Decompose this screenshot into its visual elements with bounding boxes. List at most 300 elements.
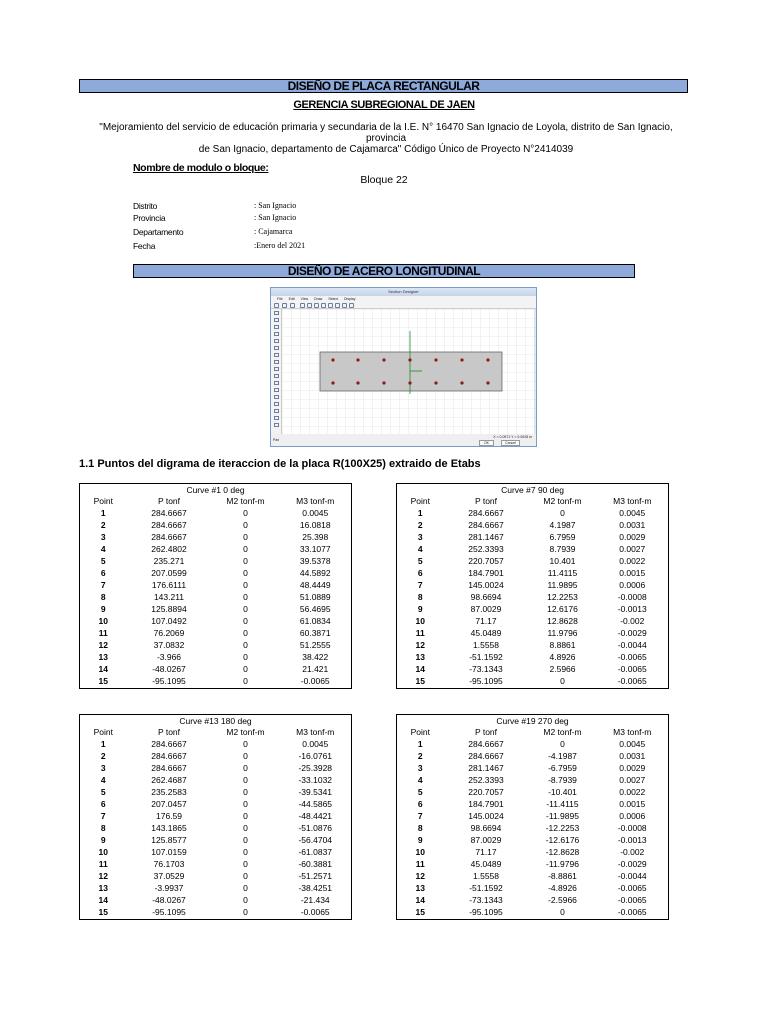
table-cell: 125.8577	[151, 835, 187, 845]
curve-table-180deg	[79, 714, 352, 920]
pencil-icon[interactable]	[290, 303, 295, 308]
table-cell: 14	[415, 895, 425, 905]
table-cell: 0	[243, 556, 248, 566]
table-cell: 0.0015	[619, 568, 646, 578]
table-cell: 6	[417, 568, 423, 578]
table-cell: 14	[98, 664, 108, 674]
table-row	[80, 639, 352, 651]
column-header: Point	[93, 496, 113, 506]
table-row	[80, 798, 352, 810]
table-cell: 0	[243, 775, 248, 785]
table-caption: Curve #7 90 deg	[501, 485, 564, 495]
table-row	[397, 675, 669, 688]
table-row	[397, 567, 669, 579]
table-row	[80, 591, 352, 603]
table-cell: 0	[243, 883, 248, 893]
table-row	[397, 738, 669, 750]
table-cell: 3	[100, 532, 106, 542]
table-row	[80, 834, 352, 846]
table-cell: 281.1467	[468, 532, 504, 542]
table-cell: 0.0015	[619, 799, 646, 809]
table-cell: -0.0065	[300, 907, 330, 918]
table-cell: 0	[243, 532, 248, 542]
table-cell: 0	[243, 799, 248, 809]
table-cell: 11	[98, 628, 108, 638]
draw-circle-icon[interactable]	[274, 346, 279, 350]
table-cell: -0.002	[620, 847, 645, 857]
table-cell: 284.6667	[468, 751, 504, 761]
table-cell: 11.9895	[547, 580, 578, 590]
table-cell: -4.8926	[548, 883, 577, 893]
status-mode: Pan	[273, 438, 280, 442]
table-cell: 37.0832	[153, 640, 185, 650]
table-cell: 13	[98, 652, 108, 662]
table-cell: -95.1095	[469, 907, 503, 918]
table-cell: 145.0024	[468, 580, 504, 590]
table-cell: 45.0489	[470, 859, 502, 869]
caliper-icon[interactable]	[274, 395, 279, 399]
table-cell: 12.2253	[547, 592, 578, 602]
draw-shape-icon[interactable]	[274, 325, 279, 329]
table-cell: 235.271	[153, 556, 185, 566]
table-cell: 12.6176	[547, 604, 578, 614]
rebar-dot[interactable]	[331, 358, 334, 361]
draw-polygon-icon[interactable]	[274, 332, 279, 336]
menu-select[interactable]: Select	[328, 297, 339, 301]
table-row	[397, 615, 669, 627]
table-cell: -4.1987	[548, 751, 577, 761]
project-line-2: de San Ignacio, departamento de Cajamarca" Código Único de Proyecto N°2414039	[198, 144, 574, 155]
table-cell: 0	[243, 763, 248, 773]
reference-line-icon[interactable]	[274, 402, 279, 406]
table-cell: 284.6667	[468, 520, 504, 530]
table-cell: 262.4802	[151, 544, 187, 554]
table-cell: 8.8861	[549, 640, 576, 650]
table-cell: 71.17	[475, 847, 497, 857]
table-cell: -2.5966	[548, 895, 577, 905]
status-coordinates: X = 0.0971 Y = 0.0028 m	[493, 435, 532, 439]
table-header-row	[397, 496, 669, 507]
table-cell: 1.5558	[473, 640, 499, 650]
table-cell: 8	[100, 823, 106, 833]
table-cell: -0.002	[620, 616, 645, 626]
table-caption: Curve #13 180 deg	[179, 716, 252, 726]
table-row	[80, 663, 352, 675]
table-row	[397, 750, 669, 762]
column-header: P tonf	[157, 727, 181, 737]
curve-table-90deg	[396, 483, 669, 689]
table-cell: 5	[100, 556, 106, 566]
table-cell: 5	[417, 556, 423, 566]
table-cell: 3	[100, 763, 106, 773]
table-row	[397, 639, 669, 651]
table-cell: 7	[417, 811, 423, 821]
table-row	[80, 738, 352, 750]
table-cell: 13	[415, 883, 425, 893]
table-cell: -60.3881	[298, 859, 333, 869]
table-cell: 39.5378	[299, 556, 331, 566]
table-cell: 16.0818	[299, 520, 331, 530]
table-cell: 0	[243, 823, 248, 833]
table-cell: 11	[98, 859, 108, 869]
draw-line-icon[interactable]	[274, 353, 279, 357]
table-cell: 0.0031	[619, 751, 646, 761]
table-cell: 0	[560, 676, 565, 687]
draw-rebar-icon[interactable]	[274, 360, 279, 364]
table-row	[397, 555, 669, 567]
table-cell: -51.1592	[469, 883, 503, 893]
table-row	[397, 507, 669, 519]
rebar-dot[interactable]	[382, 381, 385, 384]
column-header: M3 tonf-m	[613, 727, 652, 737]
table-cell: 184.7901	[468, 568, 504, 578]
rebar-dot[interactable]	[382, 358, 385, 361]
table-cell: 12	[98, 640, 108, 650]
table-row	[397, 822, 669, 834]
table-row	[397, 579, 669, 591]
rebar-edge-icon[interactable]	[274, 374, 279, 378]
table-cell: 8	[417, 592, 423, 602]
zoom-fit-icon[interactable]	[321, 303, 326, 308]
table-cell: 0	[243, 739, 248, 749]
table-cell: 9	[100, 604, 106, 614]
column-header: M3 tonf-m	[296, 727, 335, 737]
toolbar	[271, 302, 536, 309]
ok-button[interactable]: OK	[479, 440, 494, 446]
table-cell: -0.0008	[617, 592, 647, 602]
menu-edit[interactable]: Edit	[288, 297, 295, 301]
table-cell: 0.0045	[302, 508, 329, 518]
table-cell: 125.8894	[151, 604, 187, 614]
table-cell: 0	[243, 835, 248, 845]
table-cell: -3.9937	[154, 883, 184, 893]
rebar-dot[interactable]	[460, 381, 463, 384]
table-cell: 0	[243, 847, 248, 857]
table-cell: 207.0599	[151, 568, 187, 578]
section-banner: DISEÑO DE ACERO LONGITUDINAL	[133, 264, 635, 278]
table-cell: 21.421	[302, 664, 329, 674]
select-tool-icon[interactable]	[274, 311, 279, 315]
table-cell: 98.6694	[470, 592, 502, 602]
pan-icon[interactable]	[328, 303, 333, 308]
table-row	[397, 543, 669, 555]
table-cell: 8	[100, 592, 106, 602]
table-row	[397, 798, 669, 810]
table-cell: 0	[243, 907, 248, 918]
table-cell: 143.211	[153, 592, 185, 602]
table-cell: 4	[417, 544, 423, 554]
info-value-provincia: : San Ignacio	[254, 213, 297, 222]
table-cell: 145.0024	[468, 811, 504, 821]
column-header: P tonf	[474, 727, 498, 737]
table-cell: 252.3393	[468, 775, 504, 785]
table-cell: 11.4115	[547, 568, 578, 578]
table-cell: -73.1343	[469, 664, 503, 674]
table-cell: 13	[415, 652, 425, 662]
dimension-icon[interactable]	[274, 416, 279, 420]
column-header: M2 tonf-m	[226, 727, 265, 737]
table-cell: 281.1467	[468, 763, 504, 773]
table-cell: 0.0029	[619, 532, 646, 542]
table-row	[80, 519, 352, 531]
table-row	[80, 858, 352, 870]
rebar-dot[interactable]	[356, 381, 359, 384]
table-cell: -11.9895	[546, 811, 579, 821]
table-header-row	[80, 496, 352, 507]
table-cell: 9	[417, 835, 423, 845]
rebar-dot[interactable]	[331, 381, 334, 384]
rebar-dot[interactable]	[460, 358, 463, 361]
reference-point-icon[interactable]	[274, 409, 279, 413]
table-row	[80, 507, 352, 519]
status-bar	[271, 434, 536, 446]
table-row	[397, 846, 669, 858]
info-value-fecha: :Enero del 2021	[254, 241, 306, 250]
menu-draw[interactable]: Draw	[314, 297, 323, 301]
rebar-dot[interactable]	[408, 358, 411, 361]
table-cell: -10.401	[548, 787, 577, 797]
column-header: M2 tonf-m	[543, 727, 582, 737]
rebar-dot[interactable]	[486, 381, 489, 384]
document-title: DISEÑO DE PLACA RECTANGULAR	[79, 79, 688, 93]
table-cell: 37.0529	[153, 871, 185, 881]
zoom-in-icon[interactable]	[300, 303, 305, 308]
curve-table-0deg	[79, 483, 352, 689]
undo-icon[interactable]	[282, 303, 287, 308]
table-header-row	[397, 727, 669, 738]
table-cell: 1.5558	[473, 871, 499, 881]
table-row	[397, 519, 669, 531]
table-row	[80, 870, 352, 882]
table-row	[80, 651, 352, 663]
table-cell: 284.6667	[468, 508, 504, 518]
info-label-distrito: Distrito	[133, 201, 158, 211]
table-cell: 0.0029	[619, 763, 646, 773]
table-cell: 107.0492	[151, 616, 187, 626]
table-cell: 13	[98, 883, 108, 893]
cancel-button[interactable]: Cancel	[501, 440, 520, 446]
table-row	[80, 555, 352, 567]
table-cell: 2.5966	[549, 664, 576, 674]
table-row	[80, 894, 352, 906]
column-header: M3 tonf-m	[613, 496, 652, 506]
rebar-dot[interactable]	[434, 381, 437, 384]
table-row	[397, 531, 669, 543]
column-header: Point	[93, 727, 113, 737]
reshape-tool-icon[interactable]	[274, 318, 279, 322]
text-tool-icon[interactable]	[274, 423, 279, 427]
table-cell: 11.9796	[547, 628, 578, 638]
table-cell: 10	[98, 847, 108, 857]
table-row	[80, 906, 352, 919]
table-cell: 220.7057	[468, 556, 504, 566]
table-cell: -11.9796	[546, 859, 579, 869]
table-cell: 0	[560, 739, 565, 749]
table-cell: 262.4687	[151, 775, 187, 785]
zoom-out-icon[interactable]	[307, 303, 312, 308]
table-cell: 0.0031	[619, 520, 646, 530]
table-cell: 7	[100, 811, 106, 821]
table-cell: 0	[243, 628, 248, 638]
table-row	[397, 882, 669, 894]
table-cell: 5	[100, 787, 106, 797]
rebar-circle-icon[interactable]	[274, 388, 279, 392]
table-cell: -0.0044	[617, 640, 647, 650]
table-cell: 12	[415, 640, 425, 650]
table-cell: 15	[415, 676, 425, 687]
rebar-dot[interactable]	[408, 381, 411, 384]
menu-file[interactable]: File	[277, 297, 283, 301]
table-cell: 0	[243, 652, 248, 662]
table-row	[80, 810, 352, 822]
table-row	[397, 894, 669, 906]
table-cell: 98.6694	[470, 823, 502, 833]
table-caption: Curve #19 270 deg	[496, 716, 569, 726]
table-cell: 2	[100, 751, 106, 761]
rebar-dot[interactable]	[356, 358, 359, 361]
info-label-fecha: Fecha	[133, 241, 156, 251]
rebar-corner-icon[interactable]	[274, 381, 279, 385]
table-row	[80, 882, 352, 894]
table-row	[80, 822, 352, 834]
table-cell: -56.4704	[298, 835, 333, 845]
table-cell: 33.1077	[299, 544, 331, 554]
rebar-dot[interactable]	[486, 358, 489, 361]
project-description	[80, 122, 692, 155]
table-cell: 12	[415, 871, 425, 881]
table-row	[397, 834, 669, 846]
table-cell: 3	[417, 532, 423, 542]
drawing-canvas[interactable]	[282, 309, 534, 434]
table-cell: 0.0022	[619, 787, 646, 797]
table-cell: 176.59	[156, 811, 182, 821]
column-header: P tonf	[157, 496, 181, 506]
column-header: M2 tonf-m	[543, 496, 582, 506]
column-header: Point	[410, 496, 430, 506]
table-cell: 25.398	[302, 532, 329, 542]
table-cell: 0	[243, 811, 248, 821]
table-cell: 0	[243, 859, 248, 869]
table-cell: -39.5341	[298, 787, 333, 797]
table-cell: 0	[560, 907, 565, 918]
section-heading: 1.1 Puntos del digrama de iteraccion de la placa R(100X25) extraido de Etabs	[79, 458, 481, 470]
table-cell: 0	[243, 664, 248, 674]
table-cell: 0	[243, 508, 248, 518]
table-cell: -95.1095	[152, 907, 186, 918]
table-cell: -73.1343	[469, 895, 503, 905]
rebar-line-icon[interactable]	[274, 367, 279, 371]
table-cell: 4	[100, 775, 106, 785]
menu-view[interactable]: View	[300, 297, 309, 301]
module-value: Bloque 22	[360, 174, 408, 186]
table-cell: 38.422	[302, 652, 329, 662]
table-cell: 10	[415, 616, 425, 626]
table-cell: -51.2571	[298, 871, 333, 881]
table-row	[80, 615, 352, 627]
draw-rectangle-icon[interactable]	[274, 339, 279, 343]
rebar-dot[interactable]	[434, 358, 437, 361]
table-cell: -12.8628	[545, 847, 580, 857]
table-cell: -8.7939	[548, 775, 577, 785]
table-row	[397, 810, 669, 822]
table-cell: 5	[417, 787, 423, 797]
table-caption: Curve #1 0 deg	[186, 485, 245, 495]
table-row	[80, 846, 352, 858]
table-cell: 0	[243, 871, 248, 881]
table-cell: 284.6667	[468, 739, 504, 749]
info-label-departamento: Departamento	[133, 227, 184, 237]
table-cell: 284.6667	[151, 739, 187, 749]
table-cell: -51.0876	[298, 823, 333, 833]
table-cell: 12.8628	[547, 616, 578, 626]
table-row	[397, 627, 669, 639]
snap-icon[interactable]	[349, 303, 354, 308]
table-cell: 284.6667	[151, 520, 187, 530]
table-row	[80, 750, 352, 762]
table-cell: -12.2253	[545, 823, 580, 833]
table-cell: 60.3871	[299, 628, 331, 638]
table-cell: 4	[417, 775, 423, 785]
menu-display[interactable]: Display	[344, 297, 356, 301]
table-cell: -0.0013	[617, 604, 647, 614]
table-cell: 61.0834	[299, 616, 331, 626]
table-cell: 51.0889	[299, 592, 331, 602]
table-cell: 10.401	[549, 556, 576, 566]
table-cell: 0.0006	[619, 811, 646, 821]
table-cell: 0	[243, 787, 248, 797]
table-cell: -16.0761	[298, 751, 333, 761]
table-cell: 7	[417, 580, 423, 590]
table-cell: 0	[243, 544, 248, 554]
table-cell: 1	[417, 739, 423, 749]
table-cell: -0.0065	[300, 676, 330, 687]
zoom-window-icon[interactable]	[314, 303, 319, 308]
project-line-1: "Mejoramiento del servicio de educación primaria y secundaria de la I.E. N° 16470 San Ignacio de Loyola, distrito de San Ignacio, provincia	[99, 122, 673, 144]
table-cell: -44.5865	[298, 799, 333, 809]
grid-icon[interactable]	[342, 303, 347, 308]
table-cell: 48.4449	[299, 580, 331, 590]
table-row	[397, 651, 669, 663]
module-label: Nombre de modulo o bloque:	[133, 162, 269, 174]
table-cell: 12	[98, 871, 108, 881]
table-cell: -6.7959	[548, 763, 577, 773]
table-cell: 0.0045	[619, 739, 646, 749]
table-cell: 0	[243, 568, 248, 578]
table-row	[397, 906, 669, 919]
table-cell: 6	[417, 799, 423, 809]
table-cell: -38.4251	[298, 883, 333, 893]
table-cell: 87.0029	[470, 604, 502, 614]
column-header: P tonf	[474, 496, 498, 506]
table-cell: 0.0045	[619, 508, 646, 518]
table-cell: 4.1987	[549, 520, 576, 530]
table-cell: 15	[98, 676, 108, 687]
column-header: M3 tonf-m	[296, 496, 335, 506]
table-cell: 6	[100, 568, 106, 578]
table-cell: 4.8926	[549, 652, 576, 662]
table-cell: -51.1592	[469, 652, 503, 662]
table-cell: 11	[415, 859, 425, 869]
table-cell: -0.0065	[617, 652, 647, 662]
column-header: M2 tonf-m	[226, 496, 265, 506]
refresh-icon[interactable]	[335, 303, 340, 308]
wall-section-rectangle[interactable]	[320, 352, 502, 391]
table-cell: 284.6667	[151, 763, 187, 773]
table-row	[80, 579, 352, 591]
pointer-tool-icon[interactable]	[274, 303, 279, 308]
table-cell: 87.0029	[470, 835, 502, 845]
table-cell: -3.966	[156, 652, 182, 662]
